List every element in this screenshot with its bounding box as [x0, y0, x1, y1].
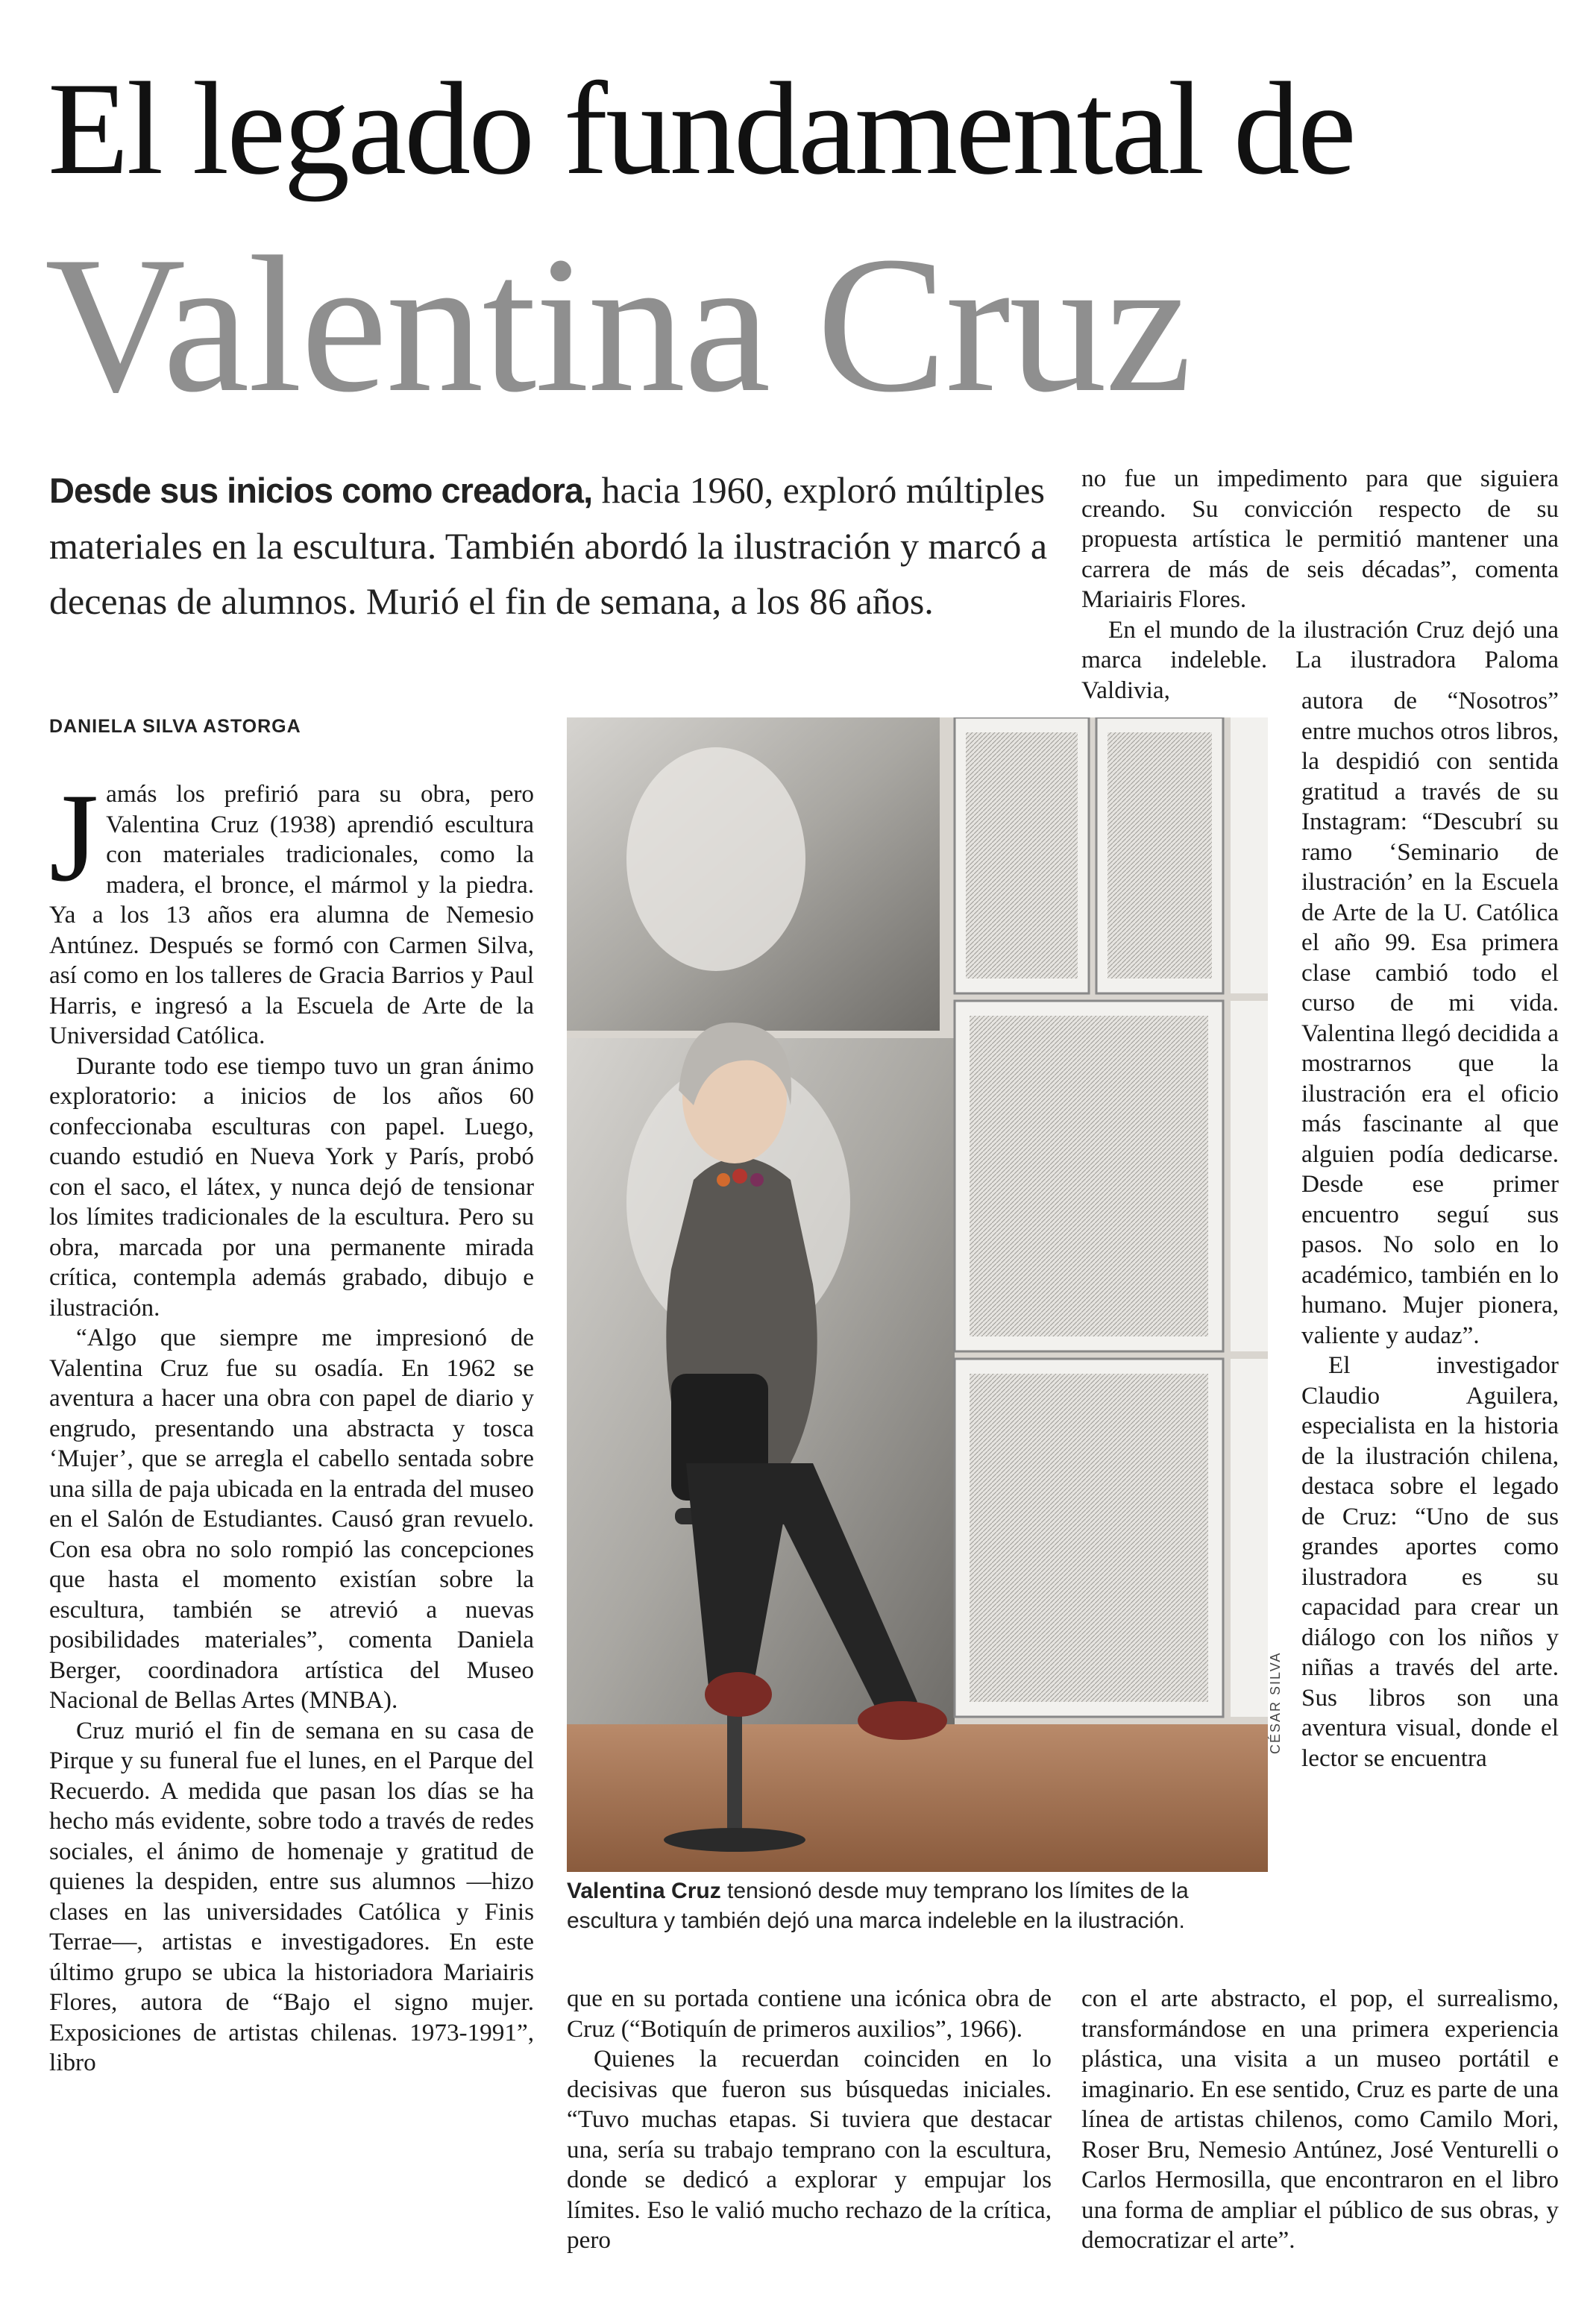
- portrait-illustration: [567, 717, 1268, 1872]
- paragraph-text: amás los prefirió para su obra, pero Valentina Cruz (1938) aprendió escultura con materiales tradicionales, como la madera, el bronce, el mármol y la piedra. Ya a los 13 años era alumna de Nemesio Antúnez. Después se formó con Carmen Silva, así como en los talleres de Gracia Barrios y Paul Harris, e ingresó a la Escuela de Arte de la Universidad Católica.: [49, 780, 534, 1049]
- paragraph: “Algo que siempre me impresionó de Valentina Cruz fue su osadía. En 1962 se aventura a hacer una obra con papel de diario y engrudo, presentando una abstracta y tosca ‘Mujer’, que se arregla el cabello sentada sobre una silla de paja ubicada en la entrada del museo en el Salón de Estudiantes. Causó gran revuelo. Con esa obra no solo rompió las concepciones que hasta el momento existían sobre la escultura, también se atrevió a nuevas posibilidades materiales”, comenta Daniela Berger, coordinadora artística del Museo Nacional de Bellas Artes (MNBA).: [49, 1324, 534, 1714]
- body-column-1: [49, 767, 534, 2079]
- paragraph: El investigador Claudio Aguilera, especialista en la historia de la ilustración chilena, destaca sobre el legado de Cruz: “Uno de sus grandes aportes como ilustradora es su capacidad para crear un diálogo con los niños y niñas a través del arte. Sus libros son una aventura visual, donde el lector se encuentra: [1301, 1351, 1559, 1772]
- caption-text: tensionó desde muy temprano los límites de la escultura y también dejó una marca indeleble en la ilustración.: [567, 1879, 1189, 1933]
- drop-cap: J: [49, 767, 99, 908]
- paragraph: no fue un impedimento para que siguiera creando. Su convicción respecto de su propuesta artística le permitió mantener una carrera de más de seis décadas”, comenta Mariairis Flores.: [1081, 465, 1559, 613]
- deck-lead: Desde sus inicios como creadora,: [49, 471, 593, 510]
- deck-rest: hacia 1960, exploró múltiples materiales en la escultura. También abordó la ilustración y marcó a decenas de alumnos. Murió el fin de semana, a los 86 años.: [49, 469, 1048, 622]
- paragraph: con el arte abstracto, el pop, el surrealismo, transformándose en una primera experiencia plástica, una visita a un museo portátil e imaginario. En ese sentido, Cruz es parte de una línea de artistas chilenos, como Camilo Mori, Roser Bru, Nemesio Antúnez, José Venturelli o Carlos Hermosilla, que encontraron en el libro una forma de ampliar el público de sus obras, y democratizar el arte”.: [1081, 1985, 1559, 2254]
- paragraph: que en su portada contiene una icónica obra de Cruz (“Botiquín de primeros auxilios”, 1966).: [567, 1985, 1052, 2043]
- body-column-2: [567, 1984, 1052, 2256]
- paragraph: Cruz murió el fin de semana en su casa de Pirque y su funeral fue el lunes, en el Parque del Recuerdo. A medida que pasan los días se ha hecho más evidente, sobre todo a través de redes sociales, el ánimo de homenaje y gratitud de quienes la despiden, entre sus alumnos —hizo clases en las universidades Católica y Finis Terrae—, artistas e investigadores. En este último grupo se ubica la historiadora Mariairis Flores, autora de “Bajo el signo mujer. Exposiciones de artistas chilenas. 1973-1991”, libro: [49, 1716, 534, 2076]
- photo-credit: CÉSAR SILVA: [1268, 1651, 1283, 1754]
- paragraph: autora de “Nosotros” entre muchos otros libros, la despidió con sentida gratitud a través de su Instagram: “Descubrí su ramo ‘Seminario de ilustración’ en la Escuela de Arte de la U. Católica el año 99. Esa primera clase cambió todo el curso de mi vida. Valentina llegó decidida a mostrarnos que la ilustración era el oficio más fascinante al que alguien podía dedicarse. Desde ese primer encuentro seguí sus pasos. No solo en lo académico, también en lo humano. Mujer pionera, valiente y audaz”.: [1301, 687, 1559, 1349]
- portrait-photo: [567, 717, 1268, 1872]
- headline-line-1: El legado fundamental de: [48, 54, 1354, 202]
- caption-name: Valentina Cruz: [567, 1879, 721, 1903]
- paragraph: En el mundo de la ilustración Cruz dejó una marca indeleble. La ilustradora Paloma Valdivia,: [1081, 615, 1559, 704]
- body-column-3-bottom: [1081, 1984, 1559, 2256]
- headline-line-2: Valentina Cruz: [45, 216, 1191, 433]
- body-column-3-narrow: [1301, 686, 1559, 1773]
- paragraph: [49, 767, 534, 1052]
- body-column-3-top: [1081, 464, 1559, 706]
- deck: [49, 462, 1071, 629]
- byline: DANIELA SILVA ASTORGA: [49, 716, 301, 737]
- paragraph: Durante todo ese tiempo tuvo un gran ánimo exploratorio: a inicios de los años 60 confeccionaba esculturas con papel. Luego, cuando estudió en Nueva York y París, probó con el saco, el látex, y nunca dejó de tensionar los límites tradicionales de la escultura. Pero su obra, marcada por una permanente mirada crítica, contempla además grabado, dibujo e ilustración.: [49, 1052, 534, 1322]
- paragraph: Quienes la recuerdan coinciden en lo decisivas que fueron sus búsquedas iniciales. “Tuvo muchas etapas. Si tuviera que destacar una, sería su trabajo temprano con la escultura, donde se dedicó a explorar y empujar los límites. Eso le valió mucho rechazo de la crítica, pero: [567, 2045, 1052, 2254]
- photo-caption: [567, 1876, 1283, 1936]
